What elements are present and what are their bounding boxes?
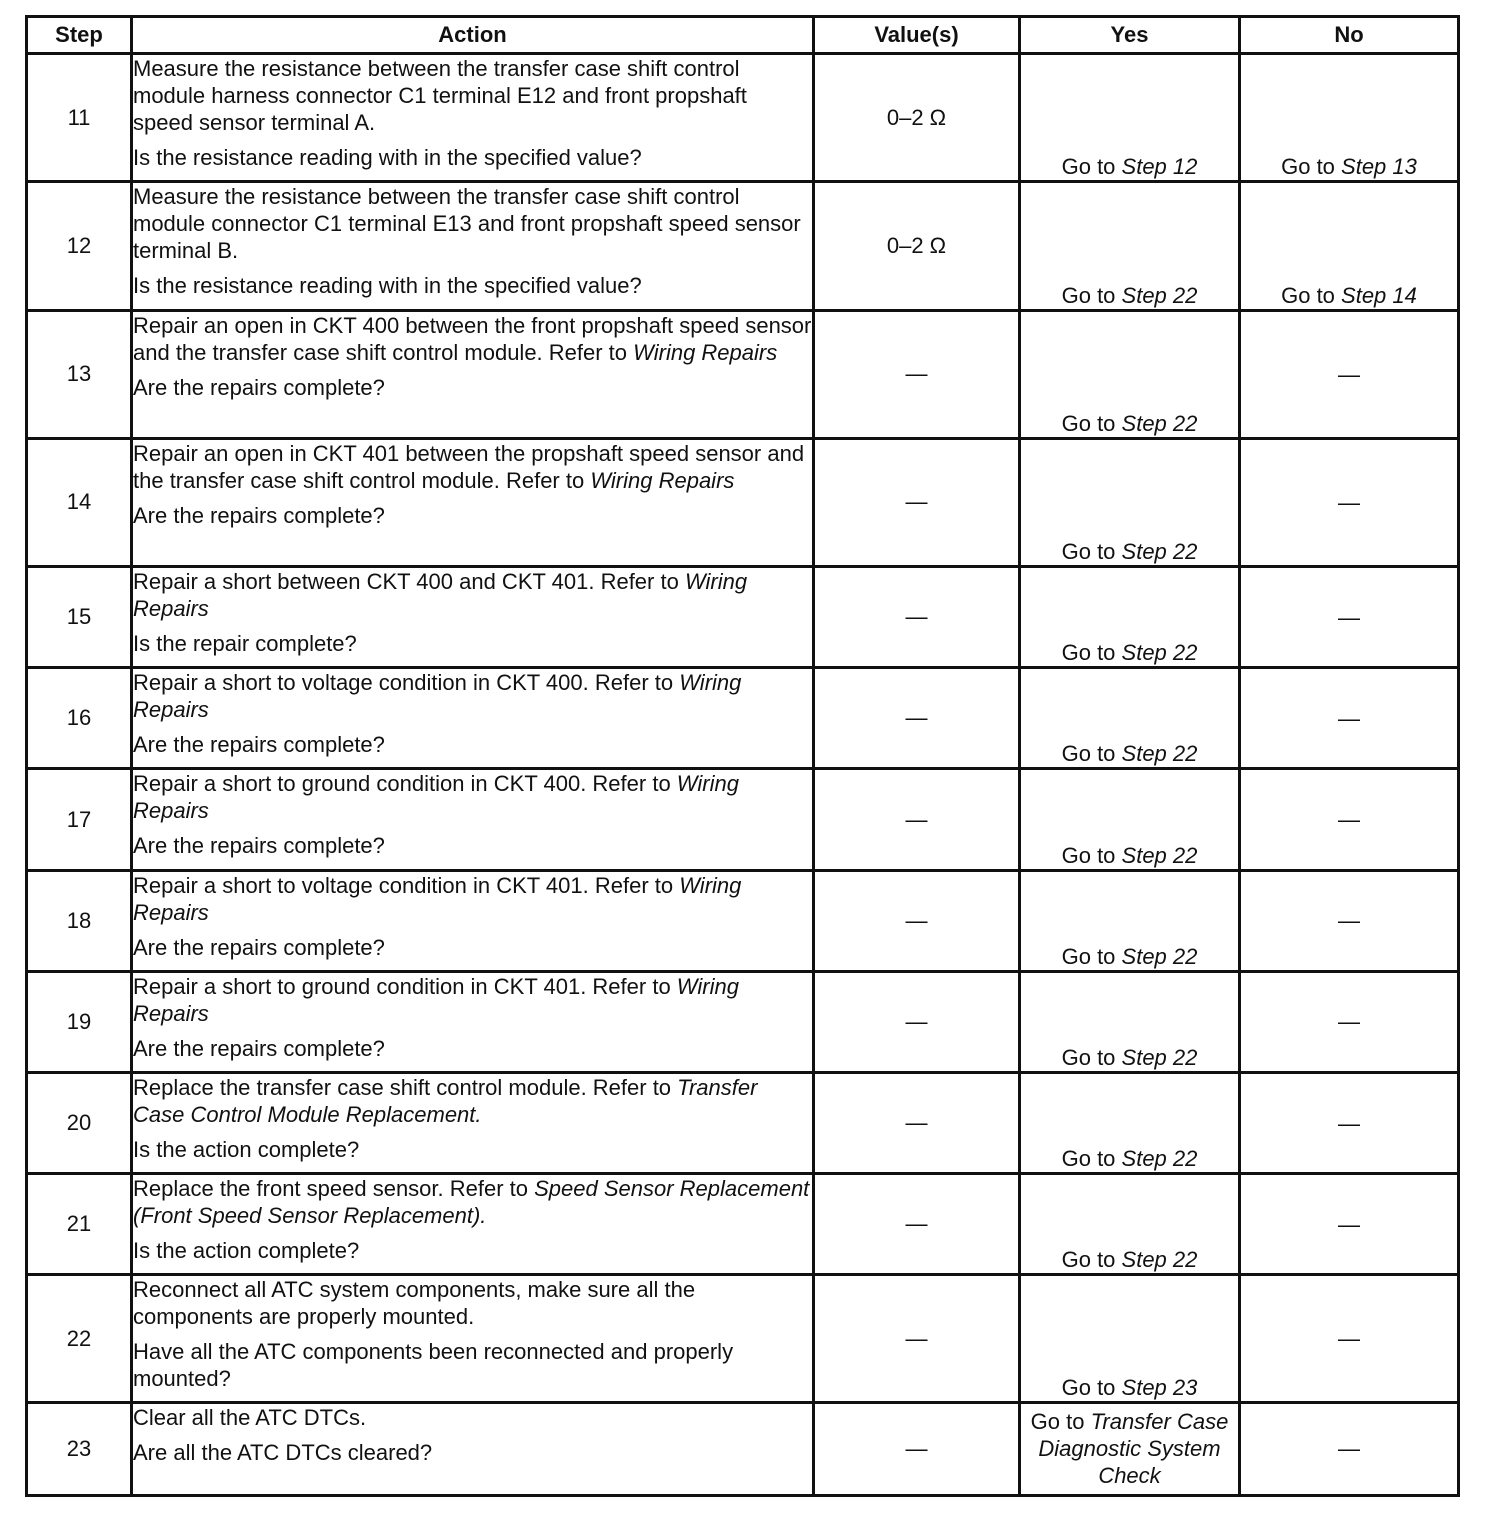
table-row [27,1174,1459,1275]
step-number [27,54,132,182]
action-text: Repair an open in CKT 400 between the front propshaft speed sensor and the transfer case shift control module. Refer to [133,312,812,365]
yes-cell [1020,1073,1240,1174]
diagnostic-steps-table [25,15,1460,1497]
no-cell [1240,1402,1459,1495]
action-cell [132,971,814,1072]
yes-cell [1020,870,1240,971]
yes-cell [1020,310,1240,438]
step-number-text: 12 [66,232,92,258]
value-cell [814,870,1020,971]
action-question: Is the action complete? [133,1137,360,1163]
value-text: — [905,1325,928,1351]
yes-prefix: Go to [1061,640,1122,666]
yes-step-link[interactable]: Step 22 [1121,943,1198,969]
step-number-text: 11 [67,104,91,130]
action-reference: Speed Sensor Replacement (Front Speed Sensor Replacement). [133,1176,810,1229]
no-prefix: Go to [1281,282,1342,308]
action-question: Are the repairs complete? [133,934,385,960]
table-row [27,668,1459,769]
step-number-text: 23 [66,1435,92,1461]
table-row [27,1402,1459,1495]
action-text: Reconnect all ATC system components, make sure all the components are properly mounted. [133,1277,696,1330]
yes-prefix: Go to [1061,943,1122,969]
yes-step-link[interactable]: Step 22 [1121,282,1198,308]
table-body [27,54,1459,1496]
yes-step-link[interactable]: Step 22 [1121,640,1198,666]
yes-prefix: Go to [1030,1409,1091,1435]
value-cell [814,1174,1020,1275]
no-dash: — [1338,1211,1360,1237]
value-cell [814,310,1020,438]
table-row [27,310,1459,438]
action-instruction [133,440,812,494]
yes-step-link[interactable]: Step 23 [1121,1374,1198,1400]
no-cell [1240,182,1459,310]
value-cell [814,1275,1020,1402]
no-dash: — [1338,908,1360,934]
no-cell [1240,971,1459,1072]
action-instruction [133,1276,812,1330]
no-prefix: Go to [1281,154,1342,180]
yes-step-link[interactable]: Step 22 [1121,842,1198,868]
table-row [27,1275,1459,1402]
value-text: — [905,907,928,933]
no-cell [1240,769,1459,870]
yes-prefix: Go to [1061,1247,1122,1273]
step-number-text: 22 [66,1325,92,1351]
yes-cell [1020,668,1240,769]
no-dash: — [1338,807,1360,833]
yes-cell [1020,182,1240,310]
yes-cell [1020,54,1240,182]
yes-step-link[interactable]: Step 22 [1121,1045,1198,1071]
step-number-text: 19 [66,1008,92,1034]
step-number [27,1402,132,1495]
action-instruction [133,669,812,723]
action-instruction [133,568,812,622]
yes-cell [1020,1275,1240,1402]
yes-prefix: Go to [1061,1374,1122,1400]
step-number [27,870,132,971]
action-cell [132,182,814,310]
no-dash: — [1338,1009,1360,1035]
no-dash: — [1338,604,1360,630]
action-instruction [133,1074,812,1128]
action-cell [132,310,814,438]
yes-cell [1020,1174,1240,1275]
table-row [27,769,1459,870]
table-row [27,54,1459,182]
step-number-text: 21 [66,1211,92,1237]
value-cell [814,438,1020,566]
yes-step-link[interactable]: Transfer Case Diagnostic System Check [1038,1409,1229,1489]
table-row [27,1073,1459,1174]
action-cell [132,870,814,971]
value-text: — [905,489,928,515]
action-reference: Wiring Repairs [133,973,739,1026]
yes-prefix: Go to [1061,1045,1122,1071]
yes-step-link[interactable]: Step 12 [1121,154,1198,180]
action-instruction [133,770,812,824]
action-cell [132,567,814,668]
action-cell [132,1402,814,1495]
value-cell [814,971,1020,1072]
action-cell [132,54,814,182]
no-cell [1240,1174,1459,1275]
action-instruction [133,55,812,136]
action-question: Are the repairs complete? [133,502,385,528]
action-text: Repair a short to ground condition in CKT 401. Refer to [133,973,677,999]
action-text: Measure the resistance between the transfer case shift control module harness connector C1 terminal E12 and front propshaft speed sensor terminal A. [133,56,747,135]
action-question: Is the resistance reading with in the specified value? [133,145,642,170]
yes-step-link[interactable]: Step 22 [1121,410,1198,436]
yes-prefix: Go to [1061,154,1122,180]
step-number-text: 20 [66,1110,92,1136]
step-number [27,182,132,310]
yes-prefix: Go to [1061,842,1122,868]
yes-cell [1020,769,1240,870]
value-text: — [905,1435,928,1461]
yes-cell [1020,1402,1240,1495]
action-reference: Wiring Repairs [133,670,742,723]
no-step-link[interactable]: Step 14 [1341,282,1417,308]
table-row [27,567,1459,668]
yes-prefix: Go to [1061,539,1122,565]
action-cell [132,438,814,566]
value-cell [814,567,1020,668]
step-number [27,310,132,438]
action-question: Have all the ATC components been reconnected and properly mounted? [133,1339,734,1392]
action-question: Is the repair complete? [133,631,357,657]
yes-step-link[interactable]: Step 22 [1121,1247,1198,1273]
step-number-text: 14 [66,489,92,515]
action-cell [132,668,814,769]
yes-prefix: Go to [1061,410,1122,436]
action-reference: Wiring Repairs [133,569,748,622]
action-reference: Transfer Case Control Module Replacement. [133,1075,758,1128]
header-no: No [1240,17,1459,54]
action-question: Are the repairs complete? [133,833,385,859]
no-cell [1240,1275,1459,1402]
yes-step-link[interactable]: Step 22 [1121,1146,1198,1172]
action-text: Measure the resistance between the transfer case shift control module connector C1 terminal E13 and front propshaft speed sensor terminal B. [133,184,801,264]
no-step-link[interactable]: Step 13 [1341,154,1417,180]
action-instruction [133,1175,812,1229]
action-question: Are the repairs complete? [133,1035,385,1061]
action-text: Replace the transfer case shift control module. Refer to [133,1075,678,1101]
no-dash: — [1338,489,1360,515]
no-cell [1240,1073,1459,1174]
value-text: — [905,1008,928,1034]
value-text: — [905,1110,928,1136]
action-question: Are the repairs complete? [133,374,385,400]
no-cell [1240,54,1459,182]
action-reference: Wiring Repairs [633,339,778,365]
step-number-text: 18 [66,907,92,933]
table-row [27,438,1459,566]
header-action: Action [132,17,814,54]
action-cell [132,769,814,870]
value-text: 0–2 Ω [886,232,947,258]
no-cell [1240,310,1459,438]
step-number [27,668,132,769]
action-question: Are the repairs complete? [133,732,385,758]
value-text: — [905,806,928,832]
action-instruction [133,312,812,366]
step-number [27,769,132,870]
table-row [27,971,1459,1072]
no-dash: — [1338,1326,1360,1352]
action-text: Replace the front speed sensor. Refer to [133,1176,535,1202]
step-number [27,1073,132,1174]
action-cell [132,1275,814,1402]
yes-cell [1020,567,1240,668]
yes-prefix: Go to [1061,1146,1122,1172]
step-number [27,1275,132,1402]
yes-step-link[interactable]: Step 22 [1121,741,1198,767]
no-cell [1240,567,1459,668]
value-cell [814,668,1020,769]
no-dash: — [1338,361,1360,387]
header-yes: Yes [1020,17,1240,54]
no-dash: — [1338,705,1360,731]
no-cell [1240,438,1459,566]
step-number [27,567,132,668]
step-number-text: 13 [66,361,92,387]
no-dash: — [1338,1110,1360,1136]
yes-step-link[interactable]: Step 22 [1121,539,1198,565]
header-step: Step [27,17,132,54]
action-question: Is the resistance reading with in the specified value? [133,273,642,299]
step-number [27,1174,132,1275]
action-text: Clear all the ATC DTCs. [133,1404,367,1430]
action-text: Repair an open in CKT 401 between the propshaft speed sensor and the transfer case shift control module. Refer to [133,440,805,493]
value-cell [814,1073,1020,1174]
yes-prefix: Go to [1061,741,1122,767]
action-reference: Wiring Repairs [133,771,739,824]
table-row [27,182,1459,310]
step-number [27,971,132,1072]
value-cell [814,1402,1020,1495]
header-row [27,17,1459,54]
action-text: Repair a short to voltage condition in CKT 401. Refer to [133,872,680,898]
step-number-text: 17 [66,806,92,832]
action-instruction [133,1404,812,1431]
action-instruction [133,973,812,1027]
no-cell [1240,668,1459,769]
action-instruction [133,183,812,264]
yes-prefix: Go to [1061,282,1122,308]
value-cell [814,769,1020,870]
table-header [27,17,1459,54]
action-text: Repair a short to voltage condition in CKT 400. Refer to [133,670,680,696]
action-text: Repair a short between CKT 400 and CKT 401. Refer to [133,569,685,595]
value-cell [814,182,1020,310]
yes-cell [1020,971,1240,1072]
step-number [27,438,132,566]
action-cell [132,1073,814,1174]
action-cell [132,1174,814,1275]
no-cell [1240,870,1459,971]
action-instruction [133,872,812,926]
yes-cell [1020,438,1240,566]
header-values: Value(s) [814,17,1020,54]
value-text: 0–2 Ω [886,104,947,130]
value-text: — [905,1211,928,1237]
step-number-text: 16 [66,705,92,731]
value-text: — [905,705,928,731]
action-reference: Wiring Repairs [590,467,735,493]
value-text: — [905,361,928,387]
value-cell [814,54,1020,182]
step-number-text: 15 [66,604,92,630]
action-text: Repair a short to ground condition in CKT 400. Refer to [133,771,677,797]
action-reference: Wiring Repairs [133,872,742,925]
action-question: Is the action complete? [133,1238,360,1264]
no-dash: — [1338,1436,1360,1462]
table-row [27,870,1459,971]
action-question: Are all the ATC DTCs cleared? [133,1439,433,1465]
value-text: — [905,604,928,630]
